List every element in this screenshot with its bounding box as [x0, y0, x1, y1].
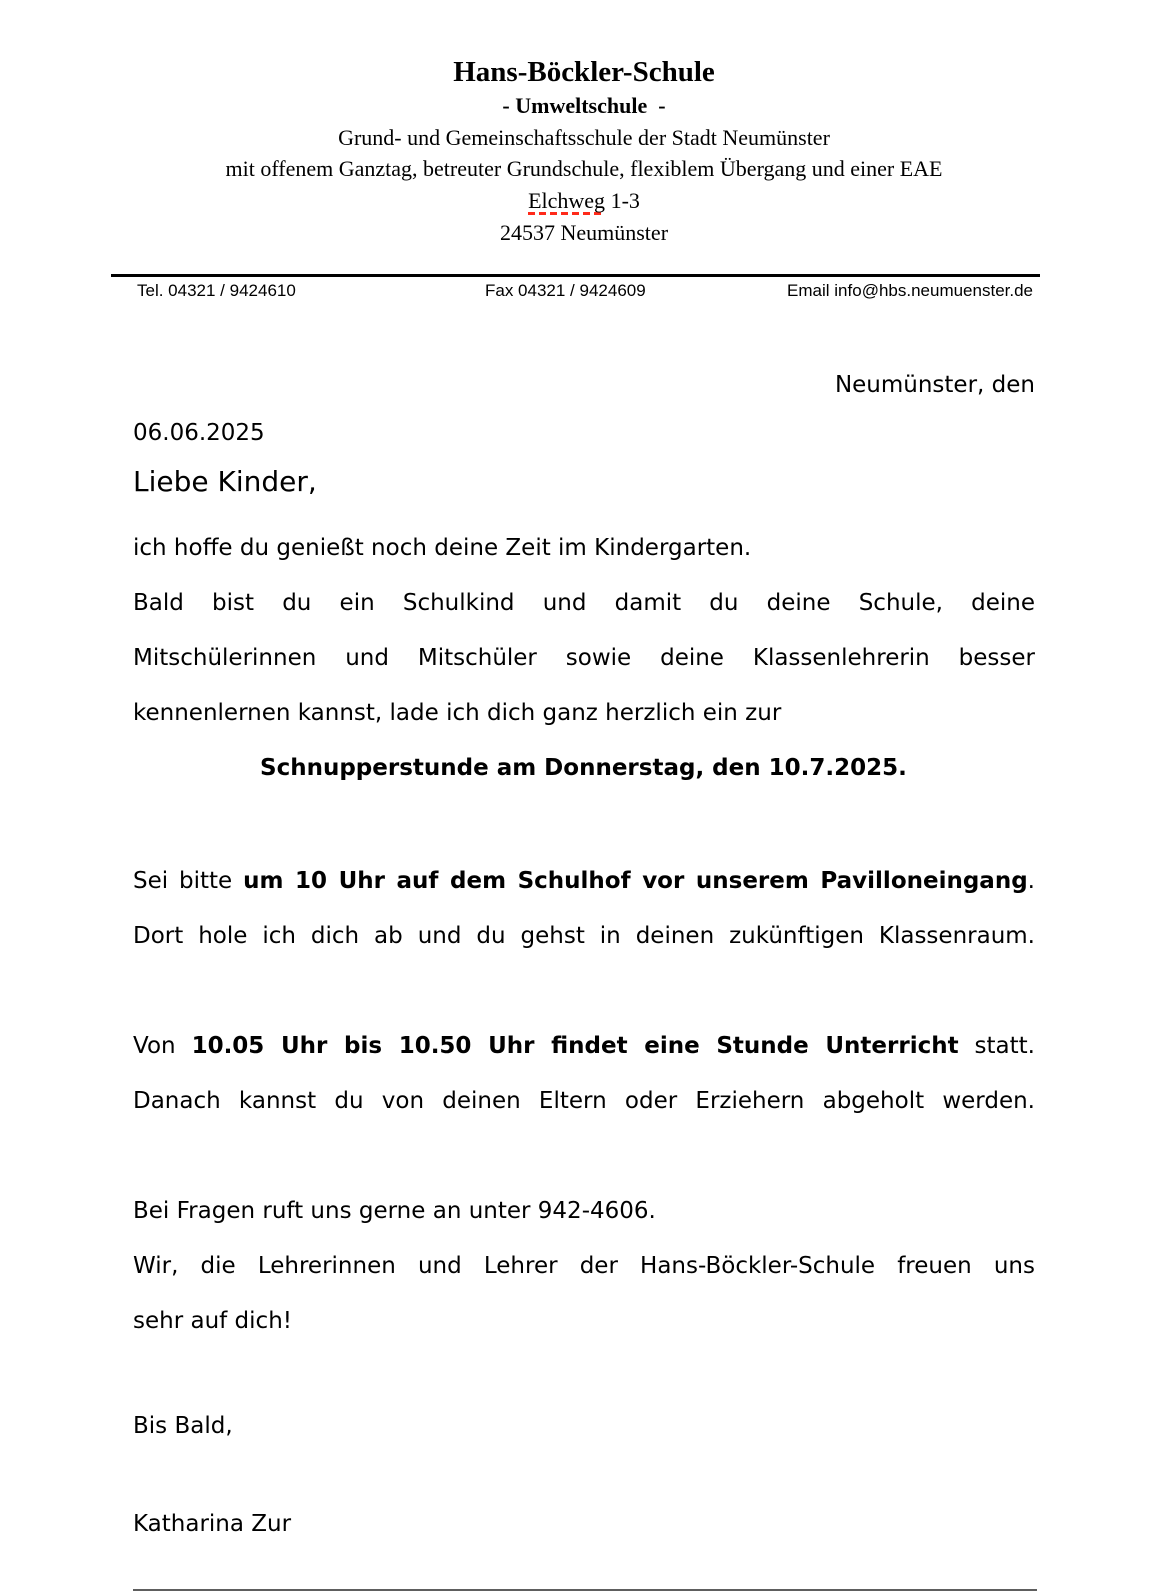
invite-headline: Schnupperstunde am Donnerstag, den 10.7.2025.: [260, 755, 907, 781]
letter-body: [133, 370, 1035, 1552]
lesson-time-prefix: Von: [133, 1033, 192, 1059]
meeting-point-prefix: Sei bitte: [133, 868, 244, 894]
paragraph-invite-line-1: Bald bist du ein Schulkind und damit du deine Schule, deine: [133, 590, 1035, 616]
lesson-time-suffix: statt.: [958, 1033, 1035, 1059]
meeting-point-line: [133, 854, 1035, 909]
date-place-line: Neumünster, den: [834, 372, 1035, 398]
page-bottom-line: [133, 1589, 1037, 1591]
school-offer-line: mit offenem Ganztag, betreuter Grundschule, flexiblem Übergang und einer EAE: [225, 156, 943, 181]
paragraph-intro-line: ich hoffe du genießt noch deine Zeit im Kindergarten.: [133, 535, 752, 561]
school-street-line: [133, 184, 1035, 217]
paragraph-invite-line-2: Mitschülerinnen und Mitschüler sowie deine Klassenlehrerin besser: [133, 645, 1035, 671]
meeting-point-bold: um 10 Uhr auf dem Schulhof vor unserem Pavilloneingang: [243, 868, 1028, 894]
email-address: Email info@hbs.neumuenster.de: [787, 281, 1033, 300]
fax-number: Fax 04321 / 9424609: [485, 281, 646, 300]
teachers-line-1: Wir, die Lehrerinnen und Lehrer der Hans-Böckler-Schule freuen uns: [133, 1253, 1035, 1279]
lesson-time-line: [133, 1019, 1035, 1074]
letterhead: [133, 0, 1035, 248]
school-subtitle: - Umweltschule -: [502, 93, 666, 118]
school-type-line: Grund- und Gemeinschaftsschule der Stadt Neumünster: [338, 125, 830, 150]
school-name: Hans-Böckler-Schule: [453, 56, 715, 88]
paragraph-invite-line-3: kennenlernen kannst, lade ich dich ganz herzlich ein zur: [133, 700, 782, 726]
pickup-line: Dort hole ich dich ab und du gehst in deinen zukünftigen Klassenraum.: [133, 923, 1035, 949]
salutation: Liebe Kinder,: [133, 465, 317, 498]
lesson-time-bold: 10.05 Uhr bis 10.50 Uhr findet eine Stunde Unterricht: [191, 1033, 959, 1059]
closing-line: Bis Bald,: [133, 1413, 233, 1439]
street-number: 1-3: [605, 188, 640, 213]
after-lesson-line: Danach kannst du von deinen Eltern oder Erziehern abgeholt werden.: [133, 1088, 1035, 1114]
school-city-line: 24537 Neumünster: [499, 220, 669, 245]
contact-row: [133, 279, 1035, 302]
signature-name: Katharina Zur: [133, 1511, 292, 1537]
teachers-line-2: sehr auf dich!: [133, 1308, 292, 1334]
header-divider-line: [111, 274, 1040, 277]
questions-line: Bei Fragen ruft uns gerne an unter 942-4606.: [133, 1198, 656, 1224]
date-line: 06.06.2025: [133, 420, 265, 446]
street-name-spellchecked: Elchweg: [528, 188, 606, 213]
meeting-point-suffix: .: [1027, 868, 1035, 894]
phone-number: Tel. 04321 / 9424610: [137, 281, 296, 300]
